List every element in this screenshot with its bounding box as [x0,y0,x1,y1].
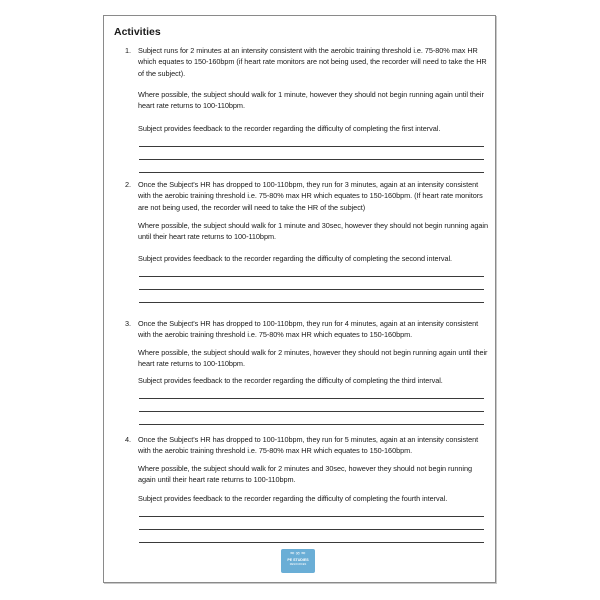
answer-line[interactable] [139,424,484,425]
item-recovery: Where possible, the subject should walk for 2 minutes and 30sec, however they should not begin running again until their heart rate returns to 100-110bpm. [138,464,473,485]
item-instruction: Once the Subject’s HR has dropped to 100-110bpm, they run for 5 minutes, again at an intensity consistent with the aerobic training threshold i.e. 75-80% max HR which equates to 150-160bpm. [138,435,479,456]
item-instruction: Subject runs for 2 minutes at an intensity consistent with the aerobic training threshold i.e. 75-80% max HR which equates to 150-160bpm (if heart rate monitors are not being used, the recorder will need to take the HR of the subject). [138,46,487,78]
item-feedback: Subject provides feedback to the recorder regarding the difficulty of completing the third interval. [138,376,443,385]
item-number: 1. [125,46,132,55]
answer-line[interactable] [139,302,484,303]
answer-line[interactable] [139,529,484,530]
answer-line[interactable] [139,289,484,290]
answer-line[interactable] [139,542,484,543]
answer-line[interactable] [139,398,484,399]
logo-sub-text: RESOURCES [289,563,307,566]
pe-studies-logo [281,549,315,573]
answer-line[interactable] [139,276,484,277]
answer-line[interactable] [139,516,484,517]
item-instruction: Once the Subject’s HR has dropped to 100-110bpm, they run for 4 minutes, again at an intensity consistent with the aerobic training threshold i.e. 75-80% max HR which equates to 150-160bpm. [138,319,479,340]
answer-line[interactable] [139,159,484,160]
item-number: 4. [125,435,132,444]
document-page [103,15,496,583]
item-recovery: Where possible, the subject should walk for 1 minute and 30sec, however they should not begin running again until their heart rate returns to 100-110bpm. [138,221,488,242]
item-feedback: Subject provides feedback to the recorder regarding the difficulty of completing the second interval. [138,254,453,263]
activities-heading: Activities [114,26,161,38]
item-recovery: Where possible, the subject should walk for 1 minute, however they should not begin running again until their heart rate returns to 100-110bpm. [138,90,484,111]
item-recovery: Where possible, the subject should walk for 2 minutes, however they should not begin running again until their heart rate returns to 100-110bpm. [138,348,488,369]
item-instruction: Once the Subject’s HR has dropped to 100-110bpm, they run for 3 minutes, again at an intensity consistent with the aerobic training threshold i.e. 75-80% max HR which equates to 150-160bpm. (If heart rate monitors are not being used, the recorder will need to take the HR of the subject) [138,180,483,212]
logo-main-text: PE STUDIES [287,558,309,562]
answer-line[interactable] [139,411,484,412]
logo-figures-icon: ≈∞≈ [289,550,307,557]
item-feedback: Subject provides feedback to the recorder regarding the difficulty of completing the fourth interval. [138,494,448,503]
answer-line[interactable] [139,146,484,147]
item-feedback: Subject provides feedback to the recorder regarding the difficulty of completing the first interval. [138,124,441,133]
item-number: 2. [125,180,132,189]
answer-line[interactable] [139,172,484,173]
item-number: 3. [125,319,132,328]
